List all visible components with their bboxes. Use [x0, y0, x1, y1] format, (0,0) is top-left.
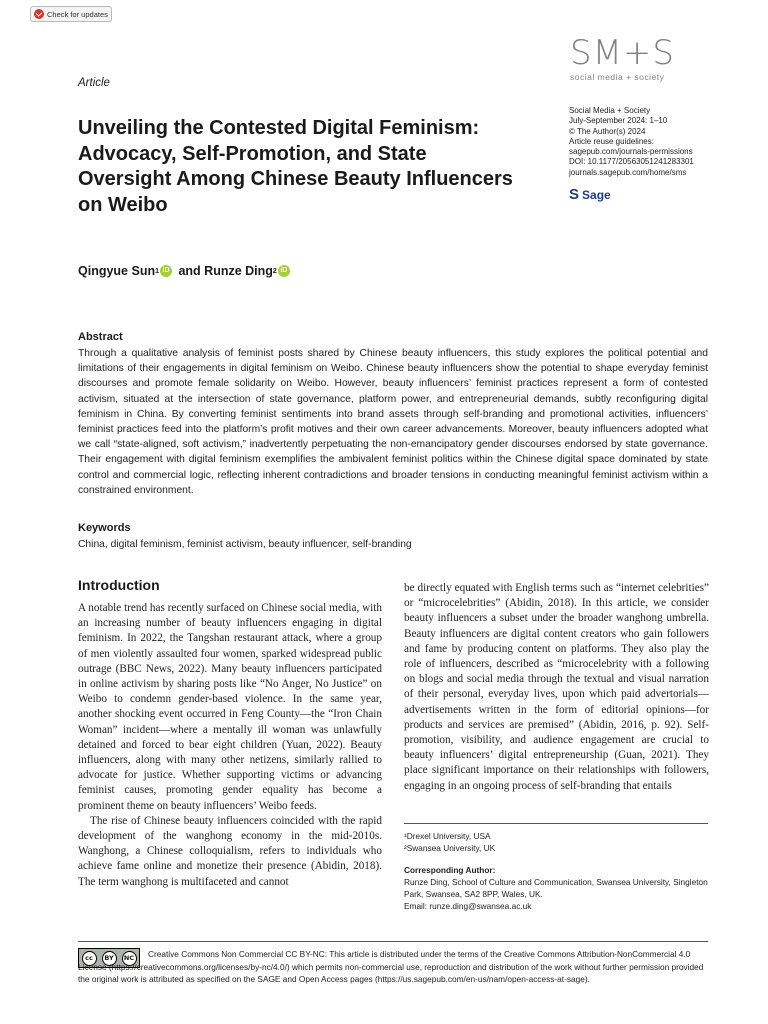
article-type: Article — [78, 77, 110, 89]
check-updates-icon — [34, 9, 44, 19]
publisher-logo — [569, 186, 611, 203]
author-1-affil: 1 — [155, 267, 159, 275]
journal-logo-tagline: social media + society — [570, 72, 665, 82]
publisher-name: Sage — [582, 187, 611, 202]
author-line — [78, 264, 293, 278]
journal-doi[interactable]: DOI: 10.1177/20563051241283301 — [569, 157, 694, 167]
keywords-text: China, digital feminism, feminist activism, beauty influencer, self-branding — [78, 539, 412, 550]
journal-reuse-label: Article reuse guidelines: — [569, 136, 654, 146]
affiliation-2: ²Swansea University, UK — [404, 843, 496, 853]
affiliation-divider — [404, 823, 708, 824]
corresponding-address: Runze Ding, School of Culture and Communication, Swansea University, Singleton Park, Swansea, SA2 8PP, Wales, UK. — [404, 877, 708, 899]
license-divider — [78, 941, 708, 942]
journal-permissions-link[interactable]: sagepub.com/journals-permissions — [569, 147, 693, 157]
journal-logo — [570, 33, 680, 82]
cc-icon: cc — [82, 951, 97, 966]
corresponding-email[interactable]: Email: runze.ding@swansea.ac.uk — [404, 901, 532, 911]
affiliations — [404, 830, 495, 854]
sage-s-icon: S — [569, 186, 580, 203]
by-icon: BY — [102, 951, 117, 966]
abstract-heading: Abstract — [78, 331, 123, 343]
corresponding-heading: Corresponding Author: — [404, 865, 496, 875]
paper-title: Unveiling the Contested Digital Feminism: Advocacy, Self-Promotion, and State Oversight Among Chinese Beauty Influencers on Weibo — [78, 117, 513, 216]
orcid-icon[interactable]: iD — [278, 265, 290, 277]
journal-home-link[interactable]: journals.sagepub.com/home/sms — [569, 167, 687, 177]
keywords-heading: Keywords — [78, 522, 131, 534]
author-2[interactable]: Runze Ding — [204, 264, 273, 278]
nc-icon: NC — [122, 951, 137, 966]
body-paragraph: The rise of Chinese beauty influencers coincided with the rapid development of the wanghong economy in the mid-2010s. Wanghong, a Chinese colloquialism, refers to individuals who achieve fame online and monetize their presence (Abidin, 2018). The term wanghong is multifaceted and cannot — [78, 814, 382, 888]
journal-issue: July-September 2024: 1–10 — [569, 116, 668, 126]
body-paragraph: be directly equated with English terms such as “internet celebrities” or “microcelebrities” (Abidin, 2018). In this article, we consider beauty influencers a subset under the broader wanghong umbrella. Beauty influencers are digital content creators who gain followers and fame by producing content on platforms. They also play the role of influencers, described as “microcelebrity with a following on blogs and social media through the textual and visual narration of their personal, everyday lives, upon which paid advertorials—advertisements written in the form of editorial opinions—for products and services are premised” (Abidin, 2016, p. 92). Self-promotion, visibility, and audience engagement are crucial to beauty influencers’ digital entrepreneurship (Guan, 2021). They place significant importance on their relationships with followers, engaging in an ongoing process of self-branding that entails — [404, 582, 709, 792]
journal-meta — [569, 106, 749, 178]
check-for-updates-badge[interactable] — [30, 6, 112, 22]
author-conjunction: and — [175, 264, 205, 278]
affiliation-1: ¹Drexel University, USA — [404, 831, 491, 841]
author-1[interactable]: Qingyue Sun — [78, 264, 156, 278]
body-column-left — [78, 601, 382, 890]
corresponding-author — [404, 864, 708, 912]
license-text: Creative Commons Non Commercial CC BY-NC: This article is distributed under the terms of the Creative Commons Attribution-NonCommercial 4.0 License (https://creativecommons.org/licenses/by-nc/4.0/) which permits non-commercial use, reproduction and distribution of the work without further permission provided the original work is attributed as specified on the SAGE and Open Access pages (https://us.sagepub.com/en-us/nam/open-access-at-sage). — [78, 949, 704, 985]
abstract-text: Through a qualitative analysis of feminist posts shared by Chinese beauty influencers, this study explores the political potential and limitations of their engagements in digital feminism on Weibo. Chinese beauty influencers show the potential to shape everyday feminist discourses and promote female solidarity on Weibo. However, beauty influencers’ feminist practices represent a form of contested activism, situated at the intersection of state governance, platform power, and entrepreneurial demands, subtly reconfiguring digital feminism in China. By converting feminist sentiments into brand assets through self-branding and promotional activities, influencers’ feminist practices feed into the platform’s profit motives and their own career advancements. Moreover, beauty influencers adopted what we call “state-aligned, soft activism,” inadvertently perpetuating the non-emancipatory gender discourses endorsed by state governance. Their engagement with digital feminism exemplifies the ambivalent feminist politics within the Chinese digital space dominated by state control and commercial logic, reflecting inherent contradictions and broader tensions in conducting meaningful feminist activism within a constrained environment. — [78, 348, 708, 496]
body-paragraph: A notable trend has recently surfaced on Chinese social media, with an increasing number of beauty influencers engaging in digital feminism. In 2022, the Tangshan restaurant attack, where a group of men violently assaulted four women, sparked widespread public outrage (BBC News, 2022). Many beauty influencers participated in online activism by sharing posts like “No Anger, No Justice” on Weibo to condemn gender-based violence. In the same year, another shocking event occurred in Feng County—the “Iron Chain Woman” incident—where a mentally ill woman was unlawfully detained and forced to bear eight children (Yuan, 2022). Beauty influencers, along with many other netizens, similarly rallied to advocate for justice. Whether supporting victims or advancing feminist causes, promoting gender equality has become a prominent theme on beauty influencers’ Weibo feeds. — [78, 602, 382, 812]
orcid-icon[interactable]: iD — [160, 265, 172, 277]
body-column-right — [404, 581, 709, 794]
journal-name: Social Media + Society — [569, 106, 651, 115]
journal-logo-mark: SM+S — [570, 33, 675, 73]
introduction-heading: Introduction — [78, 577, 160, 593]
check-updates-label: Check for updates — [47, 9, 108, 19]
author-2-affil: 2 — [272, 267, 277, 275]
journal-copyright: © The Author(s) 2024 — [569, 126, 646, 136]
